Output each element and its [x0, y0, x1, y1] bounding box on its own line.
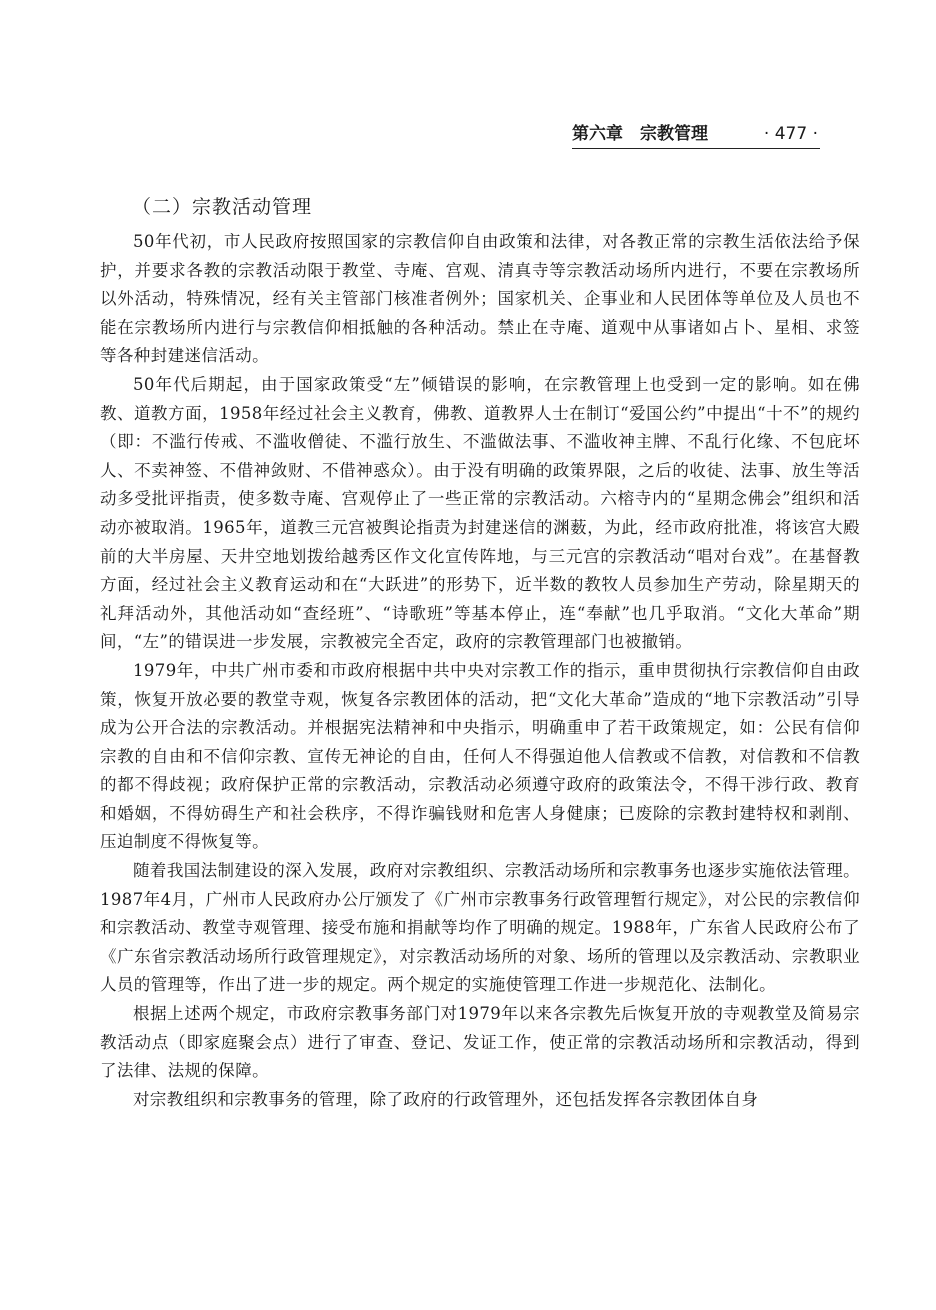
body-text — [100, 228, 860, 1114]
paragraph: 根据上述两个规定，市政府宗教事务部门对1979年以来各宗教先后恢复开放的寺观教堂及简易宗教活动点（即家庭聚会点）进行了审查、登记、发证工作，使正常的宗教活动场所和宗教活动，得到了法律、法规的保障。 — [100, 1004, 860, 1081]
section-heading: （二）宗教活动管理 — [132, 196, 313, 218]
paragraph: 随着我国法制建设的深入发展，政府对宗教组织、宗教活动场所和宗教事务也逐步实施依法管理。1987年4月，广州市人民政府办公厅颁发了《广州市宗教事务行政管理暂行规定》，对公民的宗教信仰和宗教活动、教堂寺观管理、接受布施和捐献等均作了明确的规定。1988年，广东省人民政府公布了《广东省宗教活动场所行政管理规定》，对宗教活动场所的对象、场所的管理以及宗教活动、宗教职业人员的管理等，作出了进一步的规定。两个规定的实施使管理工作进一步规范化、法制化。 — [100, 861, 860, 995]
paragraph: 50年代后期起，由于国家政策受“左”倾错误的影响，在宗教管理上也受到一定的影响。如在佛教、道教方面，1958年经过社会主义教育，佛教、道教界人士在制订“爱国公约”中提出“十不”的规约（即：不滥行传戒、不滥收僧徒、不滥行放生、不滥做法事、不滥收神主牌、不乱行化缘、不包庇坏人、不卖神签、不借神敛财、不借神惑众）。由于没有明确的政策界限，之后的收徒、法事、放生等活动多受批评指责，使多数寺庵、宫观停止了一些正常的宗教活动。六榕寺内的“星期念佛会”组织和活动亦被取消。1965年，道教三元宫被舆论指责为封建迷信的渊薮，为此，经市政府批准，将该宫大殿前的大半房屋、天井空地划拨给越秀区作文化宣传阵地，与三元宫的宗教活动“唱对台戏”。在基督教方面，经过社会主义教育运动和在“大跃进”的形势下，近半数的教牧人员参加生产劳动，除星期天的礼拜活动外，其他活动如“查经班”、“诗歌班”等基本停止，连“奉献”也几乎取消。“文化大革命”期间，“左”的错误进一步发展，宗教被完全否定，政府的宗教管理部门也被撤销。 — [100, 374, 860, 652]
paragraph: 1979年，中共广州市委和市政府根据中共中央对宗教工作的指示，重申贯彻执行宗教信仰自由政策，恢复开放必要的教堂寺观，恢复各宗教团体的活动，把“文化大革命”造成的“地下宗教活动”引导成为公开合法的宗教活动。并根据宪法精神和中央指示，明确重申了若干政策规定，如：公民有信仰宗教的自由和不信仰宗教、宣传无神论的自由，任何人不得强迫他人信教或不信教，对信教和不信教的都不得歧视；政府保护正常的宗教活动，宗教活动必须遵守政府的政策法令，不得干涉行政、教育和婚姻，不得妨碍生产和社会秩序，不得诈骗钱财和危害人身健康；已废除的宗教封建特权和剥削、压迫制度不得恢复等。 — [100, 660, 860, 852]
paragraph: 50年代初，市人民政府按照国家的宗教信仰自由政策和法律，对各教正常的宗教生活依法给予保护，并要求各教的宗教活动限于教堂、寺庵、宫观、清真寺等宗教活动场所内进行，不要在宗教场所以外活动，特殊情况，经有关主管部门核准者例外；国家机关、企事业和人民团体等单位及人员也不能在宗教场所内进行与宗教信仰相抵触的各种活动。禁止在寺庵、道观中从事诸如占卜、星相、求签等各种封建迷信活动。 — [100, 232, 860, 366]
paragraph: 对宗教组织和宗教事务的管理，除了政府的行政管理外，还包括发挥各宗教团体自身 — [133, 1089, 759, 1109]
chapter-title: 第六章 宗教管理 — [572, 124, 708, 144]
page-number: · 477 · — [763, 124, 818, 144]
running-head — [572, 122, 820, 149]
